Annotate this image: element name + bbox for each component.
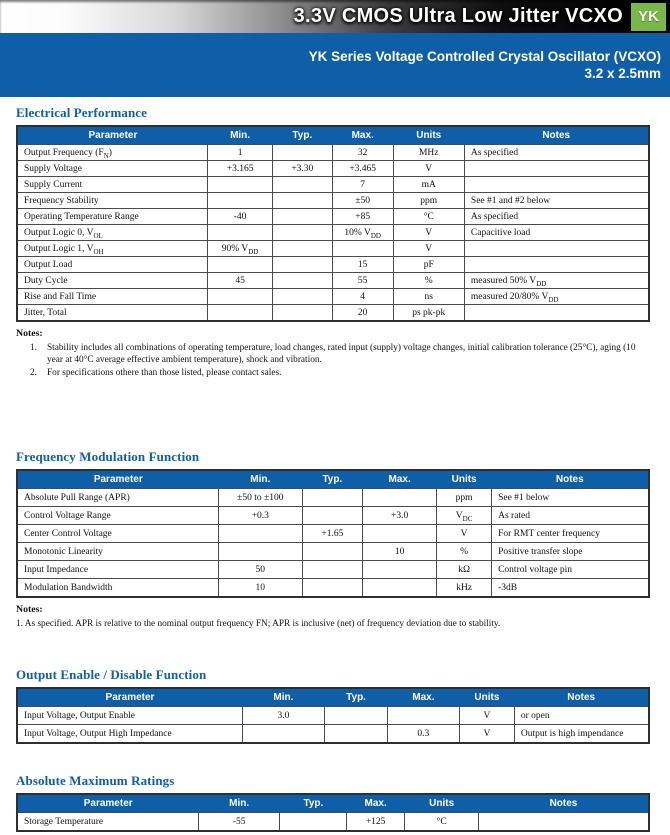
electrical-performance-table (16, 125, 650, 322)
table-cell: Duty Cycle (17, 273, 208, 289)
table-cell: Monotonic Linearity (17, 543, 219, 561)
table-cell (208, 289, 272, 305)
table-row (17, 525, 649, 543)
table-cell: 20 (332, 305, 393, 322)
column-header: Parameter (17, 126, 208, 145)
table-cell: °C (393, 209, 464, 225)
table-cell: Output Logic 0, $V_{OL}$ (17, 225, 208, 241)
table-row (17, 489, 649, 507)
table-cell: 1 (208, 145, 272, 161)
table-cell: or open (514, 707, 649, 725)
table-cell: Output is high impendance (514, 725, 649, 744)
table-cell (272, 289, 332, 305)
column-header: Units (437, 470, 492, 489)
table-cell: -3dB (492, 579, 649, 598)
table-cell: Input Voltage, Output High Impedance (17, 725, 242, 744)
table-cell: V (437, 525, 492, 543)
output-enable-table (16, 687, 650, 744)
table-row (17, 273, 649, 289)
column-header: Typ. (302, 470, 363, 489)
column-header: Min. (219, 470, 302, 489)
table-row (17, 561, 649, 579)
table-cell: 90% $V_{DD}$ (208, 241, 272, 257)
column-header: Max. (387, 688, 459, 707)
table-cell: $V_{DC}$ (437, 507, 492, 525)
table-cell: V (459, 725, 514, 744)
table-cell: V (393, 161, 464, 177)
section-heading: Electrical Performance (16, 105, 148, 120)
table-cell: +0.3 (219, 507, 302, 525)
table-cell: mA (393, 177, 464, 193)
table-cell: ±50 to ±100 (219, 489, 302, 507)
table-cell (302, 507, 363, 525)
note-text: Stability includes all combinations of operating temperature, load changes, rated input (supply) voltage changes, initial calibration tolerance (25°C), aging (10 year at 40°C average effective ambient temperature), shock and vibration. (47, 342, 636, 365)
table-cell: See #1 below (492, 489, 649, 507)
table-cell: As specified (464, 209, 649, 225)
table-cell: Input Voltage, Output Enable (17, 707, 242, 725)
table-cell: As specified (464, 145, 649, 161)
table-cell: Center Control Voltage (17, 525, 219, 543)
table-cell: 55 (332, 273, 393, 289)
table-cell: 10% $V_{DD}$ (332, 225, 393, 241)
note-item (16, 367, 650, 380)
table-cell: 50 (219, 561, 302, 579)
table-cell (272, 257, 332, 273)
table-cell: 32 (332, 145, 393, 161)
section-heading: Absolute Maximum Ratings (16, 773, 175, 788)
table-row (17, 725, 649, 744)
table-cell (464, 305, 649, 322)
table-row (17, 161, 649, 177)
table-cell: Output Load (17, 257, 208, 273)
table-cell: 15 (332, 257, 393, 273)
table-cell: V (459, 707, 514, 725)
table-cell: ppm (437, 489, 492, 507)
table-cell (363, 525, 437, 543)
column-header: Typ. (325, 688, 388, 707)
table-cell: V (393, 241, 464, 257)
column-header: Parameter (17, 470, 219, 489)
table-cell: +3.0 (363, 507, 437, 525)
package-size: 3.2 x 2.5mm (584, 66, 661, 81)
table-cell (302, 489, 363, 507)
table-cell: Output Logic 1, $V_{OH}$ (17, 241, 208, 257)
column-header: Notes (492, 470, 649, 489)
table-cell: Output Frequency $(F_N)$ (17, 145, 208, 161)
table-row (17, 707, 649, 725)
note-item (16, 618, 650, 631)
table-cell: Jitter, Total (17, 305, 208, 322)
table-cell: -40 (208, 209, 272, 225)
column-header: Parameter (17, 794, 198, 813)
table-cell (464, 177, 649, 193)
title-bar (0, 0, 670, 33)
section-frequency-modulation (16, 449, 650, 630)
table-row (17, 507, 649, 525)
table-cell (272, 305, 332, 322)
column-header: Min. (198, 794, 280, 813)
table-cell: % (393, 273, 464, 289)
table-cell: 45 (208, 273, 272, 289)
page-content (0, 97, 670, 832)
table-cell: Control Voltage Range (17, 507, 219, 525)
note-number: 1. (30, 342, 37, 353)
table-cell: +3.165 (208, 161, 272, 177)
table-cell: ps pk-pk (393, 305, 464, 322)
column-header: Notes (514, 688, 649, 707)
table-cell: Input Impedance (17, 561, 219, 579)
table-cell: +3.465 (332, 161, 393, 177)
table-cell (272, 145, 332, 161)
table-cell: kHz (437, 579, 492, 598)
table-header-row (17, 470, 649, 489)
table-row (17, 193, 649, 209)
table-header-row (17, 126, 649, 145)
table-cell: kΩ (437, 561, 492, 579)
table-cell: +125 (347, 813, 405, 832)
table-cell: % (437, 543, 492, 561)
table-cell: See #1 and #2 below (464, 193, 649, 209)
table-cell (208, 193, 272, 209)
table-cell (363, 489, 437, 507)
section-absolute-maximum-ratings (16, 773, 650, 832)
table-row (17, 543, 649, 561)
electrical-notes (16, 328, 650, 379)
column-header: Min. (242, 688, 325, 707)
table-cell: 3.0 (242, 707, 325, 725)
table-cell: Absolute Pull Range (APR) (17, 489, 219, 507)
table-cell (387, 707, 459, 725)
table-cell (208, 225, 272, 241)
table-row (17, 209, 649, 225)
table-cell: V (393, 225, 464, 241)
page-title: 3.3V CMOS Ultra Low Jitter VCXO (293, 5, 623, 27)
table-row (17, 289, 649, 305)
table-cell (272, 241, 332, 257)
table-cell (302, 561, 363, 579)
section-heading: Output Enable / Disable Function (16, 667, 207, 682)
series-badge: YK (631, 3, 666, 31)
series-subtitle: YK Series Voltage Controlled Crystal Oscillator (VCXO) (308, 49, 661, 64)
table-cell: pF (393, 257, 464, 273)
column-header: Notes (479, 794, 649, 813)
modulation-notes (16, 604, 650, 630)
column-header: Parameter (17, 688, 242, 707)
table-cell (332, 241, 393, 257)
table-cell: measured 20/80% $V_{DD}$ (464, 289, 649, 305)
table-cell: 10 (363, 543, 437, 561)
column-header: Units (404, 794, 479, 813)
table-cell: Frequency Stability (17, 193, 208, 209)
table-row (17, 305, 649, 322)
table-header-row (17, 688, 649, 707)
absolute-maximum-ratings-table (16, 793, 650, 832)
table-cell: Storage Temperature (17, 813, 198, 832)
column-header: Typ. (280, 794, 347, 813)
table-cell (464, 161, 649, 177)
table-cell (208, 305, 272, 322)
table-cell (219, 525, 302, 543)
table-cell (272, 225, 332, 241)
table-cell (479, 813, 649, 832)
table-cell: -55 (198, 813, 280, 832)
frequency-modulation-table (16, 469, 650, 598)
table-cell: ±50 (332, 193, 393, 209)
table-cell (325, 707, 388, 725)
subtitle-bar (0, 33, 670, 97)
table-cell: ns (393, 289, 464, 305)
table-cell: Supply Voltage (17, 161, 208, 177)
table-cell: Capacitive load (464, 225, 649, 241)
table-cell (208, 257, 272, 273)
table-row (17, 225, 649, 241)
table-cell: As rated (492, 507, 649, 525)
table-row (17, 257, 649, 273)
table-cell (272, 209, 332, 225)
column-header: Notes (464, 126, 649, 145)
table-row (17, 813, 649, 832)
table-cell (280, 813, 347, 832)
table-cell: +1.65 (302, 525, 363, 543)
table-cell: 0.3 (387, 725, 459, 744)
table-cell (464, 241, 649, 257)
column-header: Max. (332, 126, 393, 145)
table-cell: Positive transfer slope (492, 543, 649, 561)
table-cell: MHz (393, 145, 464, 161)
table-cell: +85 (332, 209, 393, 225)
note-text: 1. As specified. APR is relative to the nominal output frequency FN; APR is inclusive (net) of frequency deviation due to stability. (16, 618, 501, 629)
table-cell (208, 177, 272, 193)
section-output-enable (16, 667, 650, 744)
table-cell: Modulation Bandwidth (17, 579, 219, 598)
notes-title: Notes: (16, 328, 43, 339)
table-cell: Supply Current (17, 177, 208, 193)
table-cell: Control voltage pin (492, 561, 649, 579)
table-cell: 4 (332, 289, 393, 305)
column-header: Units (459, 688, 514, 707)
note-text: For specifications othere than those listed, please contact sales. (47, 367, 282, 378)
table-cell (242, 725, 325, 744)
table-cell (464, 257, 649, 273)
table-row (17, 145, 649, 161)
note-number: 2. (30, 367, 37, 378)
table-cell: measured 50% $V_{DD}$ (464, 273, 649, 289)
table-row (17, 579, 649, 598)
table-cell (272, 273, 332, 289)
column-header: Max. (347, 794, 405, 813)
table-header-row (17, 794, 649, 813)
table-cell (363, 579, 437, 598)
notes-title: Notes: (16, 604, 43, 615)
table-cell: ppm (393, 193, 464, 209)
table-cell: For RMT center frequency (492, 525, 649, 543)
table-cell: Rise and Fall Time (17, 289, 208, 305)
table-cell (325, 725, 388, 744)
table-cell: 7 (332, 177, 393, 193)
table-cell: 10 (219, 579, 302, 598)
table-cell (302, 543, 363, 561)
table-cell (363, 561, 437, 579)
column-header: Typ. (272, 126, 332, 145)
table-row (17, 177, 649, 193)
table-cell: Operating Temperature Range (17, 209, 208, 225)
column-header: Min. (208, 126, 272, 145)
column-header: Max. (363, 470, 437, 489)
table-cell (272, 193, 332, 209)
column-header: Units (393, 126, 464, 145)
section-electrical-performance (16, 105, 650, 379)
table-cell (219, 543, 302, 561)
table-cell (272, 177, 332, 193)
note-item (16, 342, 650, 367)
table-cell (302, 579, 363, 598)
table-cell: °C (404, 813, 479, 832)
table-cell: +3.30 (272, 161, 332, 177)
section-heading: Frequency Modulation Function (16, 449, 200, 464)
table-row (17, 241, 649, 257)
